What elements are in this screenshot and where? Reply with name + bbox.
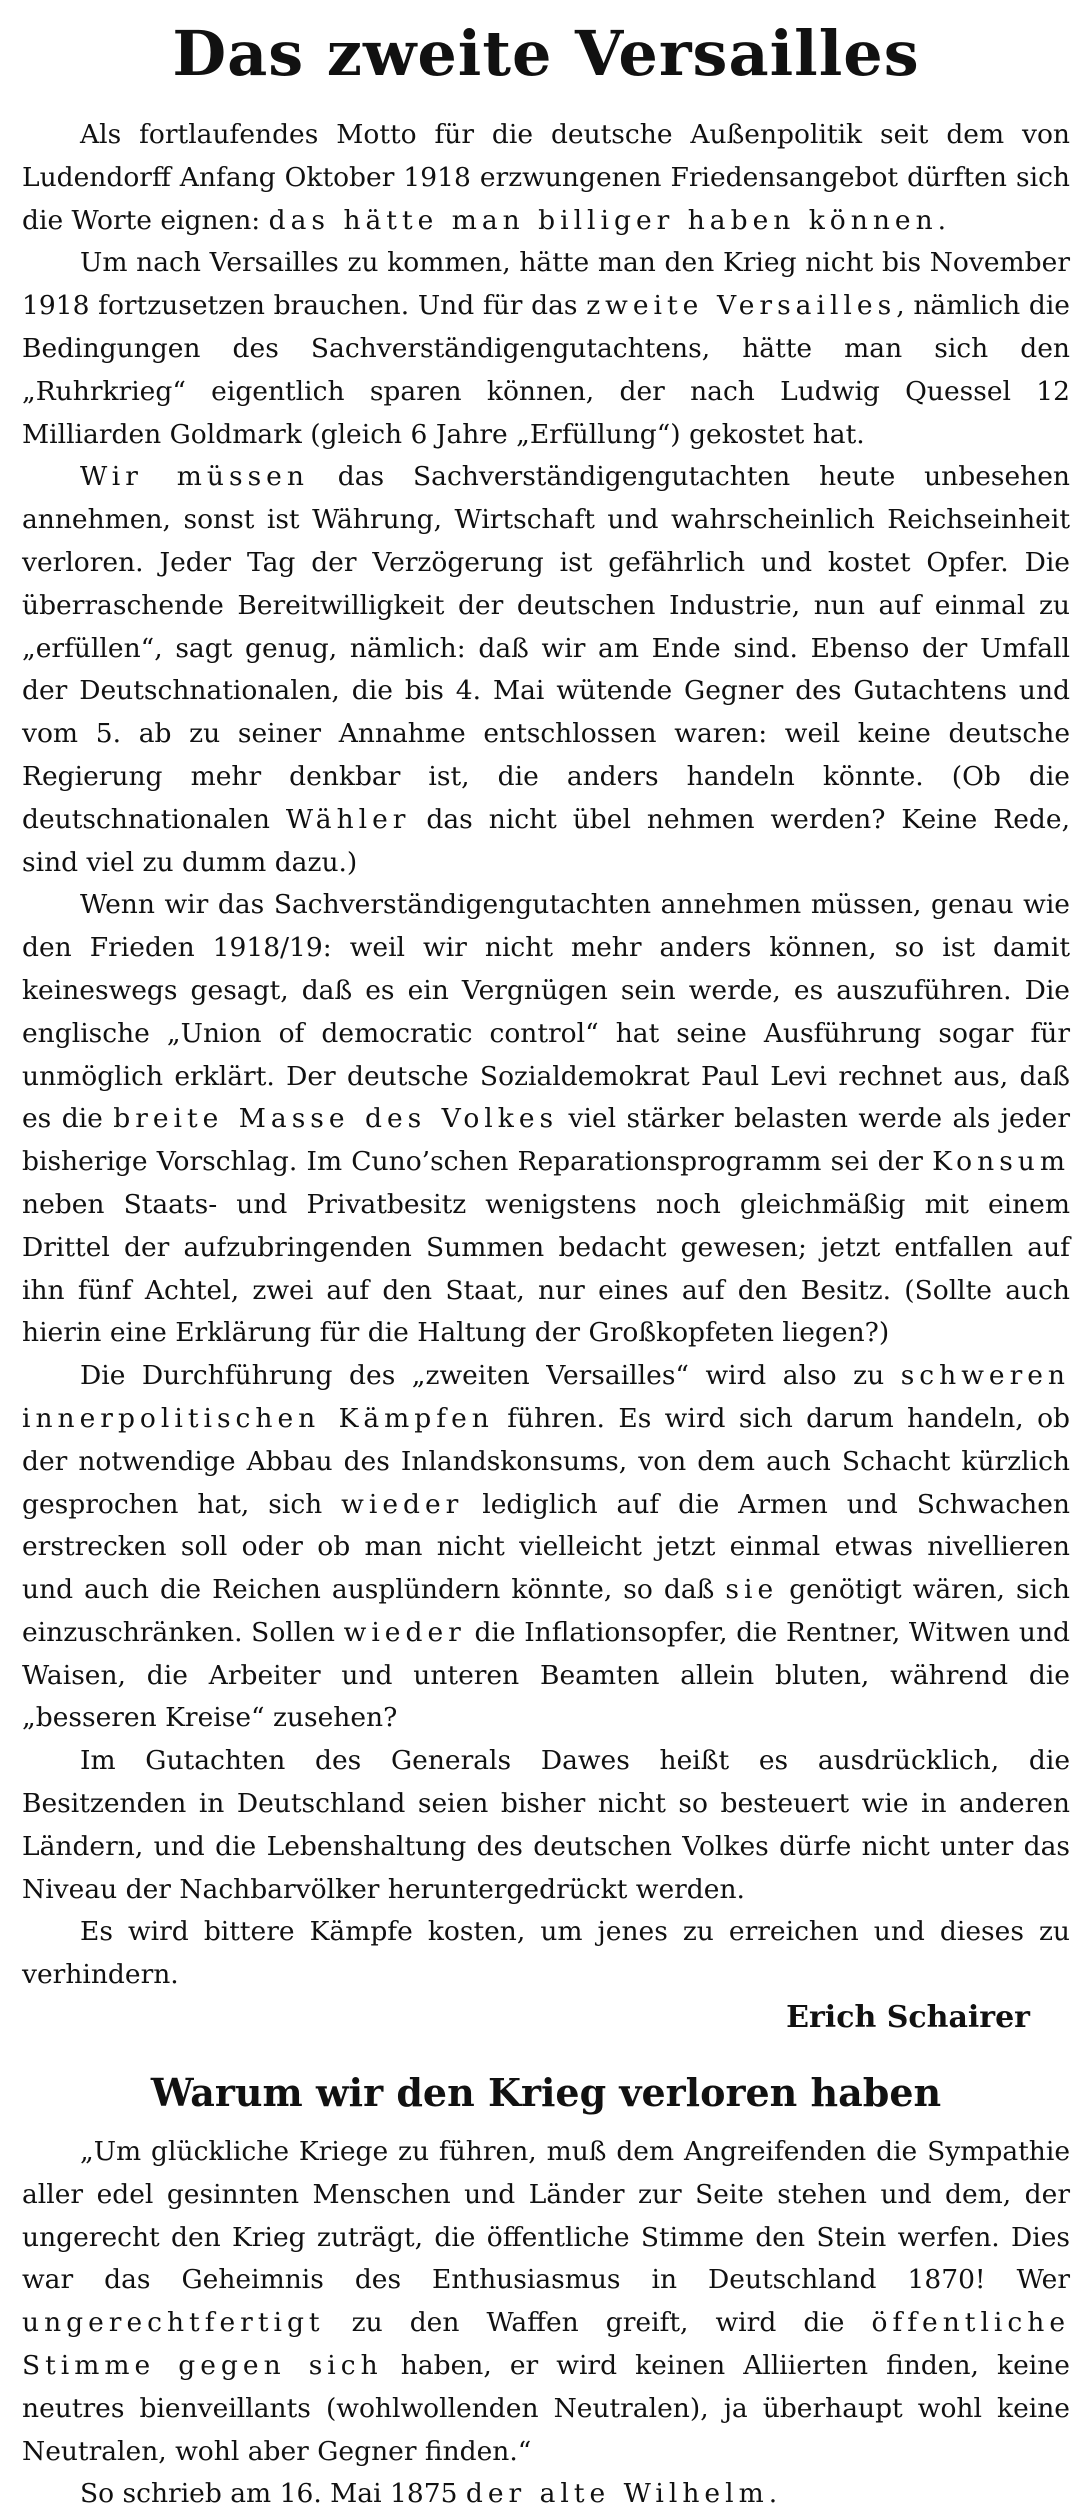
emphasis-text: breite Masse des Volkes — [113, 1103, 559, 1135]
text-run: lediglich auf die Armen und Schwachen erstrecken soll oder ob man nicht vielleicht jetzt einmal etwas nivellieren und auch die Reichen ausplündern könnte, so daß — [22, 1488, 1070, 1606]
emphasis-text: ungerechtfertigt — [22, 2307, 325, 2339]
second-article-title: Warum wir den Krieg verloren haben — [150, 2070, 942, 2116]
emphasis-text: wieder — [343, 1616, 466, 1648]
text-run: haben, er wird keinen Alliierten finden, keine neutres bienveillants (wohlwollenden Neutralen), ja überhaupt wohl keine Neutralen, wohl aber Gegner finden.“ — [22, 2350, 1070, 2467]
text-run: Wenn wir das Sachverständigengutachten annehmen müssen, genau wie den Frieden 1918/19: weil wir nicht mehr anders können, so ist damit keineswegs gesagt, daß es ein Vergnügen sein werde, es auszuführen. Die englische „Union of democratic control“ hat seine Ausführung sogar für unmöglich erklärt. Der deutsche Sozialdemokrat Paul Levi rechnet aus, daß es die — [22, 889, 1070, 1135]
emphasis-text: Wähler — [285, 803, 411, 835]
text-run: das Sachverständigengutachten heute unbesehen annehmen, sonst ist Währung, Wirtschaft und wahrscheinlich Reichseinheit verloren. Jeder Tag der Verzögerung ist gefährlich und kostet Opfer. Die überraschende Bereitwilligkeit der deutschen Industrie, nun auf einmal zu „erfüllen“, sagt genug, nämlich: daß wir am Ende sind. Ebenso der Umfall der Deutschnationalen, die bis 4. Mai wütende Gegner des Gutachtens und vom 5. ab zu seiner Annahme entschlossen waren: weil keine deutsche Regierung mehr denkbar ist, die anders handeln könnte. (Ob die deutschnationalen — [22, 461, 1070, 835]
paragraph-5 — [22, 1355, 1070, 1740]
emphasis-text: schweren innerpolitischen Kämpfen — [22, 1360, 1070, 1434]
paragraph-1 — [22, 114, 1070, 242]
article-title: Das zweite Versailles — [172, 17, 920, 90]
paragraph-6: Im Gutachten des Generals Dawes heißt es ausdrücklich, die Besitzenden in Deutschland seien bisher nicht so besteuert wie in anderen Ländern, und die Lebenshaltung des deutschen Volkes dürfe nicht unter das Niveau der Nachbarvölker heruntergedrückt werden. — [22, 1745, 1070, 1905]
text-run: , nämlich die Bedingungen des Sachverständigengutachtens, hätte man sich den „Ruhrkrieg“ eigentlich sparen können, der nach Ludwig Quessel 12 Milliarden Goldmark (gleich 6 Jahre „Erfüllung“) gekostet hat. — [22, 290, 1070, 450]
emphasis-text: Konsum — [932, 1146, 1070, 1178]
author-signature: Erich Schairer — [786, 2000, 1030, 2036]
text-run: zu den Waffen greift, wird die — [324, 2307, 872, 2339]
emphasis-text: das hätte man billiger haben können. — [268, 204, 952, 236]
text-run: Die Durchführung des „zweiten Versailles“ wird also zu — [80, 1360, 901, 1392]
text-run: genötigt wären, sich einzuschränken. Sollen — [22, 1574, 1070, 1648]
quote-paragraph — [22, 2131, 1070, 2473]
attribution-line — [22, 2473, 1070, 2516]
text-run: die Inflationsopfer, die Rentner, Witwen und Waisen, die Arbeiter und unteren Beamten allein bluten, während die „besseren Kreise“ zusehen? — [22, 1616, 1070, 1734]
paragraph-2 — [22, 242, 1070, 456]
emphasis-text: sie — [725, 1574, 779, 1606]
emphasis-text: zweite Versailles — [586, 290, 897, 322]
article-body — [22, 114, 1070, 2039]
paragraph-3 — [22, 456, 1070, 884]
emphasis-text: wieder — [341, 1488, 464, 1520]
text-run: neben Staats- und Privatbesitz wenigstens noch gleichmäßig mit einem Drittel der aufzubringenden Summen bedacht gewesen; jetzt entfallen auf ihn fünf Achtel, zwei auf den Staat, nur eines auf den Besitz. (Sollte auch hierin eine Erklärung für die Haltung der Großkopfeten liegen?) — [22, 1188, 1070, 1349]
text-run: So schrieb am 16. Mai 1875 — [80, 2478, 466, 2510]
text-run: viel stärker belasten werde als jeder bisherige Vorschlag. Im Cuno’schen Reparationsprogramm sei der — [22, 1103, 1070, 1178]
emphasis-text: öffentliche Stimme gegen sich — [22, 2307, 1070, 2382]
paragraph-7: Es wird bittere Kämpfe kosten, um jenes zu erreichen und dieses zu verhindern. — [22, 1916, 1070, 1991]
emphasis-text: Wir müssen — [80, 461, 309, 493]
text-run: führen. Es wird sich darum handeln, ob der notwendige Abbau des Inlandskonsums, von dem auch Schacht kürzlich gesprochen hat, sich — [22, 1402, 1070, 1520]
text-run: Als fortlaufendes Motto für die deutsche Außenpolitik seit dem von Ludendorff Anfang Oktober 1918 erzwungenen Friedensangebot dürften sich die Worte eignen: — [22, 119, 1070, 236]
paragraph-4 — [22, 884, 1070, 1355]
second-article-body — [22, 2131, 1070, 2516]
text-run: „Um glückliche Kriege zu führen, muß dem Angreifenden die Sympathie aller edel gesinnten Menschen und Länder zur Seite stehen und dem, der ungerecht den Krieg zuträgt, die öffentliche Stimme den Stein werfen. Dies war das Geheimnis des Enthusiasmus in Deutschland 1870! Wer — [22, 2136, 1070, 2296]
text-run: das nicht übel nehmen werden? Keine Rede, sind viel zu dumm dazu.) — [22, 803, 1070, 878]
emphasis-text: der alte Wilhelm. — [465, 2478, 783, 2510]
text-run: Um nach Versailles zu kommen, hätte man den Krieg nicht bis November 1918 fortzusetzen brauchen. Und für das — [22, 247, 1070, 322]
